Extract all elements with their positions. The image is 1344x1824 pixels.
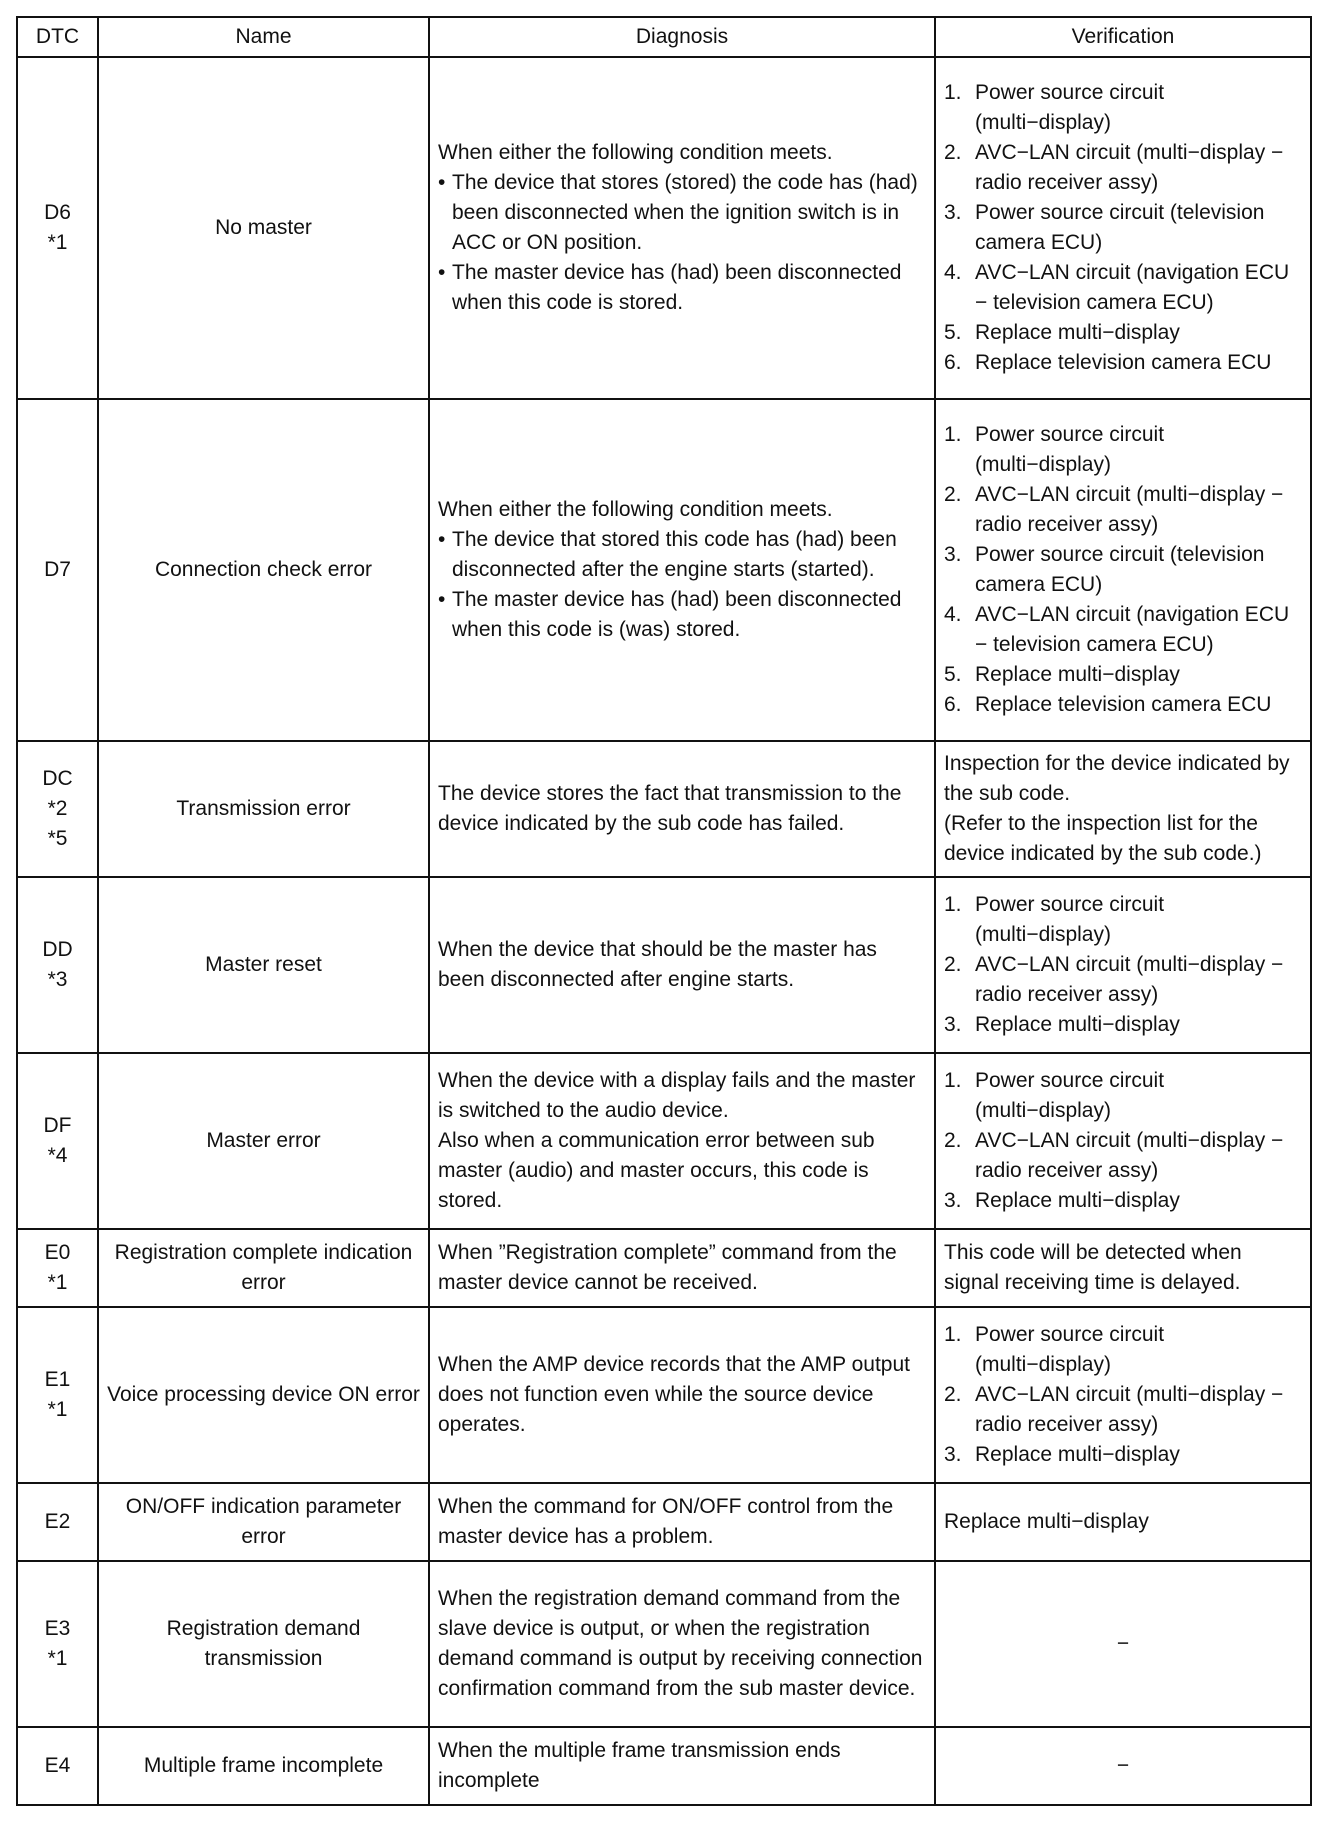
diagnosis-cell: [429, 1307, 935, 1483]
name-cell: Multiple frame incomplete: [98, 1727, 429, 1805]
step-number: 3.: [944, 201, 962, 224]
diagnosis-text: When the registration demand command from the slave device is output, or when the registration demand command is output by receiving connection confirmation command from the sub master device.: [438, 1587, 923, 1700]
verification-cell: [935, 1561, 1311, 1727]
verification-text: Replace multi−display: [944, 1510, 1149, 1533]
table-row: [17, 741, 1311, 877]
step-number: 1.: [944, 423, 962, 446]
step-text: AVC−LAN circuit (multi−display − radio receiver assy): [975, 141, 1284, 194]
diagnosis-intro: When either the following condition meets.: [438, 141, 833, 164]
step-number: 3.: [944, 1013, 962, 1036]
dtc-code: DD: [42, 938, 73, 961]
verification-step: [944, 78, 1302, 138]
step-number: 5.: [944, 321, 962, 344]
diagnosis-cell: [429, 399, 935, 741]
verification-text: This code will be detected when signal receiving time is delayed.: [944, 1241, 1242, 1294]
verification-cell: [935, 877, 1311, 1053]
verification-cell: [935, 1229, 1311, 1307]
verification-cell: [935, 1307, 1311, 1483]
step-text: AVC−LAN circuit (navigation ECU − television camera ECU): [975, 261, 1290, 314]
verification-step: [944, 198, 1302, 258]
verification-cell: [935, 57, 1311, 399]
verification-step: [944, 660, 1302, 690]
step-number: 5.: [944, 663, 962, 686]
name-cell: Voice processing device ON error: [98, 1307, 429, 1483]
verification-step: [944, 690, 1302, 720]
step-number: 2.: [944, 141, 962, 164]
header-diagnosis: Diagnosis: [429, 17, 935, 57]
dtc-code: D7: [44, 558, 71, 581]
step-text: Power source circuit (multi−display): [975, 1323, 1165, 1376]
verification-cell: [935, 1053, 1311, 1229]
step-text: Replace television camera ECU: [975, 351, 1272, 374]
step-number: 4.: [944, 603, 962, 626]
name-cell: Master reset: [98, 877, 429, 1053]
step-text: Replace multi−display: [975, 663, 1180, 686]
name-cell: Registration demand transmission: [98, 1561, 429, 1727]
verification-steps: [944, 1320, 1302, 1470]
diagnosis-bullet: • The master device has (had) been disconnected when this code is (was) stored.: [438, 585, 926, 645]
step-text: AVC−LAN circuit (multi−display − radio receiver assy): [975, 1383, 1284, 1436]
step-text: Replace multi−display: [975, 321, 1180, 344]
header-name: Name: [98, 17, 429, 57]
dtc-cell: [17, 1053, 98, 1229]
verification-cell: [935, 399, 1311, 741]
step-text: Replace multi−display: [975, 1443, 1180, 1466]
step-text: Replace multi−display: [975, 1189, 1180, 1212]
dtc-footnote: *4: [47, 1144, 68, 1167]
verification-cell: [935, 741, 1311, 877]
verification-step: [944, 480, 1302, 540]
step-text: Replace television camera ECU: [975, 693, 1272, 716]
table-row: [17, 1053, 1311, 1229]
step-number: 3.: [944, 543, 962, 566]
dtc-footnote: *2: [47, 797, 68, 820]
verification-step: [944, 600, 1302, 660]
dtc-cell: [17, 1561, 98, 1727]
dtc-code: E4: [44, 1754, 71, 1777]
table-row: [17, 399, 1311, 741]
step-number: 6.: [944, 693, 962, 716]
verification-step: [944, 1380, 1302, 1440]
step-number: 1.: [944, 1069, 962, 1092]
dtc-footnote: *1: [47, 231, 68, 254]
verification-step: [944, 1320, 1302, 1380]
step-number: 2.: [944, 1383, 962, 1406]
dtc-code: DF: [43, 1114, 72, 1137]
step-text: Power source circuit (multi−display): [975, 423, 1165, 476]
verification-cell: [935, 1483, 1311, 1561]
diagnosis-text: When the AMP device records that the AMP output does not function even while the source device operates.: [438, 1353, 910, 1436]
step-text: Power source circuit (television camera ECU): [975, 201, 1265, 254]
dtc-code: E1: [44, 1368, 71, 1391]
diagnosis-cell: [429, 1727, 935, 1805]
step-number: 6.: [944, 351, 962, 374]
verification-step: [944, 1126, 1302, 1186]
diagnosis-bullet: • The device that stored this code has (had) been disconnected after the engine starts (started).: [438, 525, 926, 585]
diagnosis-cell: [429, 1229, 935, 1307]
dtc-cell: [17, 399, 98, 741]
table-row: [17, 1561, 1311, 1727]
diagnosis-cell: [429, 57, 935, 399]
diagnosis-text: When the command for ON/OFF control from the master device has a problem.: [438, 1495, 894, 1548]
step-number: 2.: [944, 953, 962, 976]
dtc-footnote: *1: [47, 1647, 68, 1670]
dtc-cell: [17, 1229, 98, 1307]
diagnosis-line: Also when a communication error between sub master (audio) and master occurs, this code is stored.: [438, 1129, 875, 1212]
table-row: [17, 57, 1311, 399]
step-text: Power source circuit (multi−display): [975, 1069, 1165, 1122]
step-text: Power source circuit (multi−display): [975, 893, 1165, 946]
step-number: 4.: [944, 261, 962, 284]
dtc-footnote: *1: [47, 1398, 68, 1421]
step-number: 3.: [944, 1189, 962, 1212]
dtc-cell: [17, 877, 98, 1053]
verification-step: [944, 420, 1302, 480]
diagnosis-text: The device stores the fact that transmission to the device indicated by the sub code has failed.: [438, 782, 902, 835]
dtc-cell: [17, 1307, 98, 1483]
dtc-cell: [17, 1483, 98, 1561]
name-cell: Transmission error: [98, 741, 429, 877]
table-body: [17, 57, 1311, 1805]
verification-step: [944, 950, 1302, 1010]
diagnosis-line: When the device with a display fails and the master is switched to the audio device.: [438, 1069, 916, 1122]
dtc-footnote: *1: [47, 1271, 68, 1294]
step-number: 3.: [944, 1443, 962, 1466]
dtc-cell: [17, 741, 98, 877]
table-header-row: [17, 17, 1311, 57]
step-number: 1.: [944, 1323, 962, 1346]
dtc-code: E0: [44, 1241, 71, 1264]
name-cell: Registration complete indication error: [98, 1229, 429, 1307]
dtc-cell: [17, 1727, 98, 1805]
dtc-table: [16, 16, 1312, 1806]
verification-steps: [944, 890, 1302, 1040]
diagnosis-cell: [429, 877, 935, 1053]
diagnosis-text: When the multiple frame transmission ends incomplete: [438, 1739, 841, 1792]
verification-step: [944, 1186, 1302, 1216]
dtc-footnote: *3: [47, 968, 68, 991]
table-row: [17, 1727, 1311, 1805]
name-cell: No master: [98, 57, 429, 399]
verification-step: [944, 258, 1302, 318]
verification-step: [944, 1066, 1302, 1126]
step-number: 1.: [944, 893, 962, 916]
verification-line: Inspection for the device indicated by the sub code.: [944, 752, 1290, 805]
table-row: [17, 1307, 1311, 1483]
table-row: [17, 1229, 1311, 1307]
step-text: Power source circuit (television camera ECU): [975, 543, 1265, 596]
header-dtc: DTC: [17, 17, 98, 57]
diagnosis-cell: [429, 1561, 935, 1727]
diagnosis-cell: [429, 1053, 935, 1229]
verification-cell: [935, 1727, 1311, 1805]
diagnosis-cell: [429, 1483, 935, 1561]
dtc-code: DC: [42, 767, 73, 790]
diagnosis-text: When ”Registration complete” command from the master device cannot be received.: [438, 1241, 897, 1294]
step-text: AVC−LAN circuit (multi−display − radio receiver assy): [975, 483, 1284, 536]
step-number: 2.: [944, 1129, 962, 1152]
name-cell: Connection check error: [98, 399, 429, 741]
verification-dash: −: [1116, 1754, 1130, 1777]
name-cell: ON/OFF indication parameter error: [98, 1483, 429, 1561]
verification-dash: −: [1116, 1632, 1130, 1655]
diagnosis-intro: When either the following condition meets.: [438, 498, 833, 521]
verification-step: [944, 318, 1302, 348]
verification-steps: [944, 420, 1302, 720]
verification-step: [944, 1440, 1302, 1470]
verification-step: [944, 138, 1302, 198]
step-text: AVC−LAN circuit (multi−display − radio receiver assy): [975, 953, 1284, 1006]
diagnosis-text: When the device that should be the master has been disconnected after engine starts.: [438, 938, 877, 991]
step-text: Replace multi−display: [975, 1013, 1180, 1036]
step-text: AVC−LAN circuit (multi−display − radio receiver assy): [975, 1129, 1284, 1182]
step-text: AVC−LAN circuit (navigation ECU − television camera ECU): [975, 603, 1290, 656]
header-verification: Verification: [935, 17, 1311, 57]
step-number: 1.: [944, 81, 962, 104]
dtc-code: D6: [44, 201, 71, 224]
verification-line: (Refer to the inspection list for the device indicated by the sub code.): [944, 812, 1262, 865]
verification-steps: [944, 78, 1302, 378]
step-number: 2.: [944, 483, 962, 506]
diagnosis-bullet: • The device that stores (stored) the code has (had) been disconnected when the ignition switch is in ACC or ON position.: [438, 168, 926, 258]
verification-step: [944, 348, 1302, 378]
dtc-code: E3: [44, 1617, 71, 1640]
verification-steps: [944, 1066, 1302, 1216]
table-row: [17, 1483, 1311, 1561]
name-cell: Master error: [98, 1053, 429, 1229]
dtc-cell: [17, 57, 98, 399]
verification-step: [944, 890, 1302, 950]
diagnosis-bullet: • The master device has (had) been disconnected when this code is stored.: [438, 258, 926, 318]
dtc-footnote: *5: [47, 827, 68, 850]
dtc-code: E2: [44, 1510, 71, 1533]
table-row: [17, 877, 1311, 1053]
step-text: Power source circuit (multi−display): [975, 81, 1165, 134]
verification-step: [944, 540, 1302, 600]
diagnosis-cell: [429, 741, 935, 877]
verification-step: [944, 1010, 1302, 1040]
